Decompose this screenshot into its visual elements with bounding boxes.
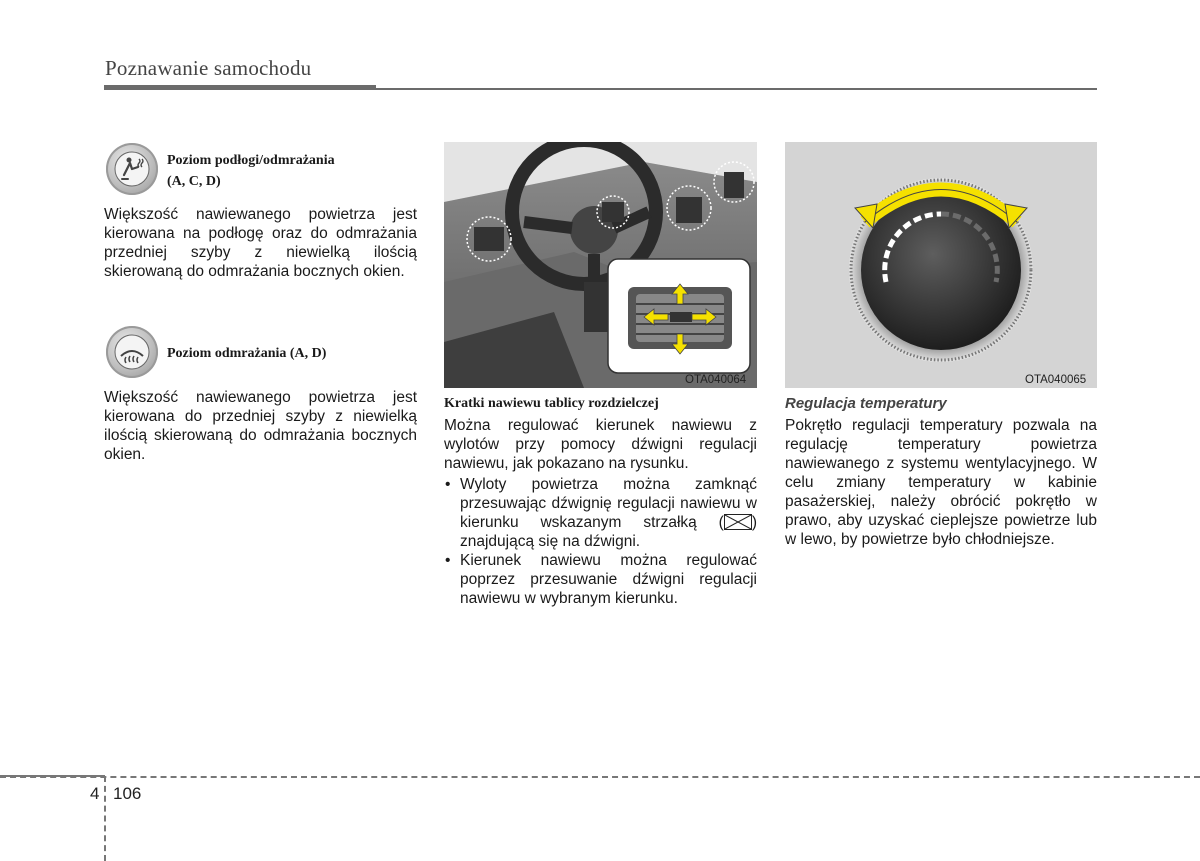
vents-bullet-2: • Kierunek nawiewu można regulować poprzez przesuwanie dźwigni regulacji nawiewu w wybranym kierunku. — [444, 551, 757, 608]
dashboard-vents-illustration — [444, 142, 757, 388]
header-rule-thin — [376, 88, 1097, 90]
section1-heading-line1: Poziom podłogi/odmrażania — [167, 153, 335, 168]
dashboard-vents-figure — [444, 142, 757, 388]
section1-heading — [167, 150, 335, 192]
figure-code-knob: OTA040065 — [1025, 374, 1087, 386]
vents-heading: Kratki nawiewu tablicy rozdzielczej — [444, 396, 659, 411]
footer-rule-dashed — [0, 776, 1200, 778]
section2-paragraph: Większość nawiewanego powietrza jest kierowana do przedniej szyby z niewielką ilością skierowaną do odmrażania bocznych okien. — [104, 389, 417, 463]
section1-paragraph: Większość nawiewanego powietrza jest kierowana na podłogę oraz do odmrażania przedniej szyby z niewielką ilością skierowaną do odmrażania bocznych okien. — [104, 206, 417, 280]
section1-heading-line2: (A, C, D) — [167, 174, 221, 189]
page-header-title: Poznawanie samochodu — [105, 56, 312, 80]
vents-paragraph: Można regulować kierunek nawiewu z wylotów przy pomocy dźwigni regulacji nawiewu, jak pokazano na rysunku. — [444, 417, 757, 472]
floor-defrost-mode-icon — [106, 143, 158, 195]
close-vent-x-icon — [724, 514, 752, 530]
temperature-knob-illustration — [785, 142, 1097, 388]
page-number: 106 — [113, 784, 142, 803]
header-rule-thick — [104, 85, 376, 90]
chapter-number: 4 — [90, 784, 100, 803]
temperature-paragraph: Pokrętło regulacji temperatury pozwala na regulację temperatury powietrza nawiewanego z systemu wentylacyjnego. W celu zmiany temperatury w kabinie pasażerskiej, należy obrócić pokrętło w prawo, aby uzyskać cieplejsze powietrze lub w lewo, by powietrze było chłodniejsze. — [785, 417, 1097, 548]
vents-bullet-1 — [444, 475, 757, 551]
vents-bullet-list — [444, 475, 757, 608]
figure-code-vents: OTA040064 — [685, 374, 747, 386]
vents-bullet-1-text-b: ) znajdującą się na dźwigni. — [460, 514, 757, 550]
defrost-mode-icon — [106, 326, 158, 378]
temperature-knob-figure — [785, 142, 1097, 388]
temperature-heading: Regulacja temperatury — [785, 395, 947, 412]
footer-rule-vertical — [104, 776, 106, 861]
vents-bullet-1-text-a: Wyloty powietrza można zamknąć przesuwając dźwignię regulacji nawiewu w kierunku wskazanym strzałką ( — [460, 476, 757, 531]
section2-heading: Poziom odmrażania (A, D) — [167, 346, 327, 361]
